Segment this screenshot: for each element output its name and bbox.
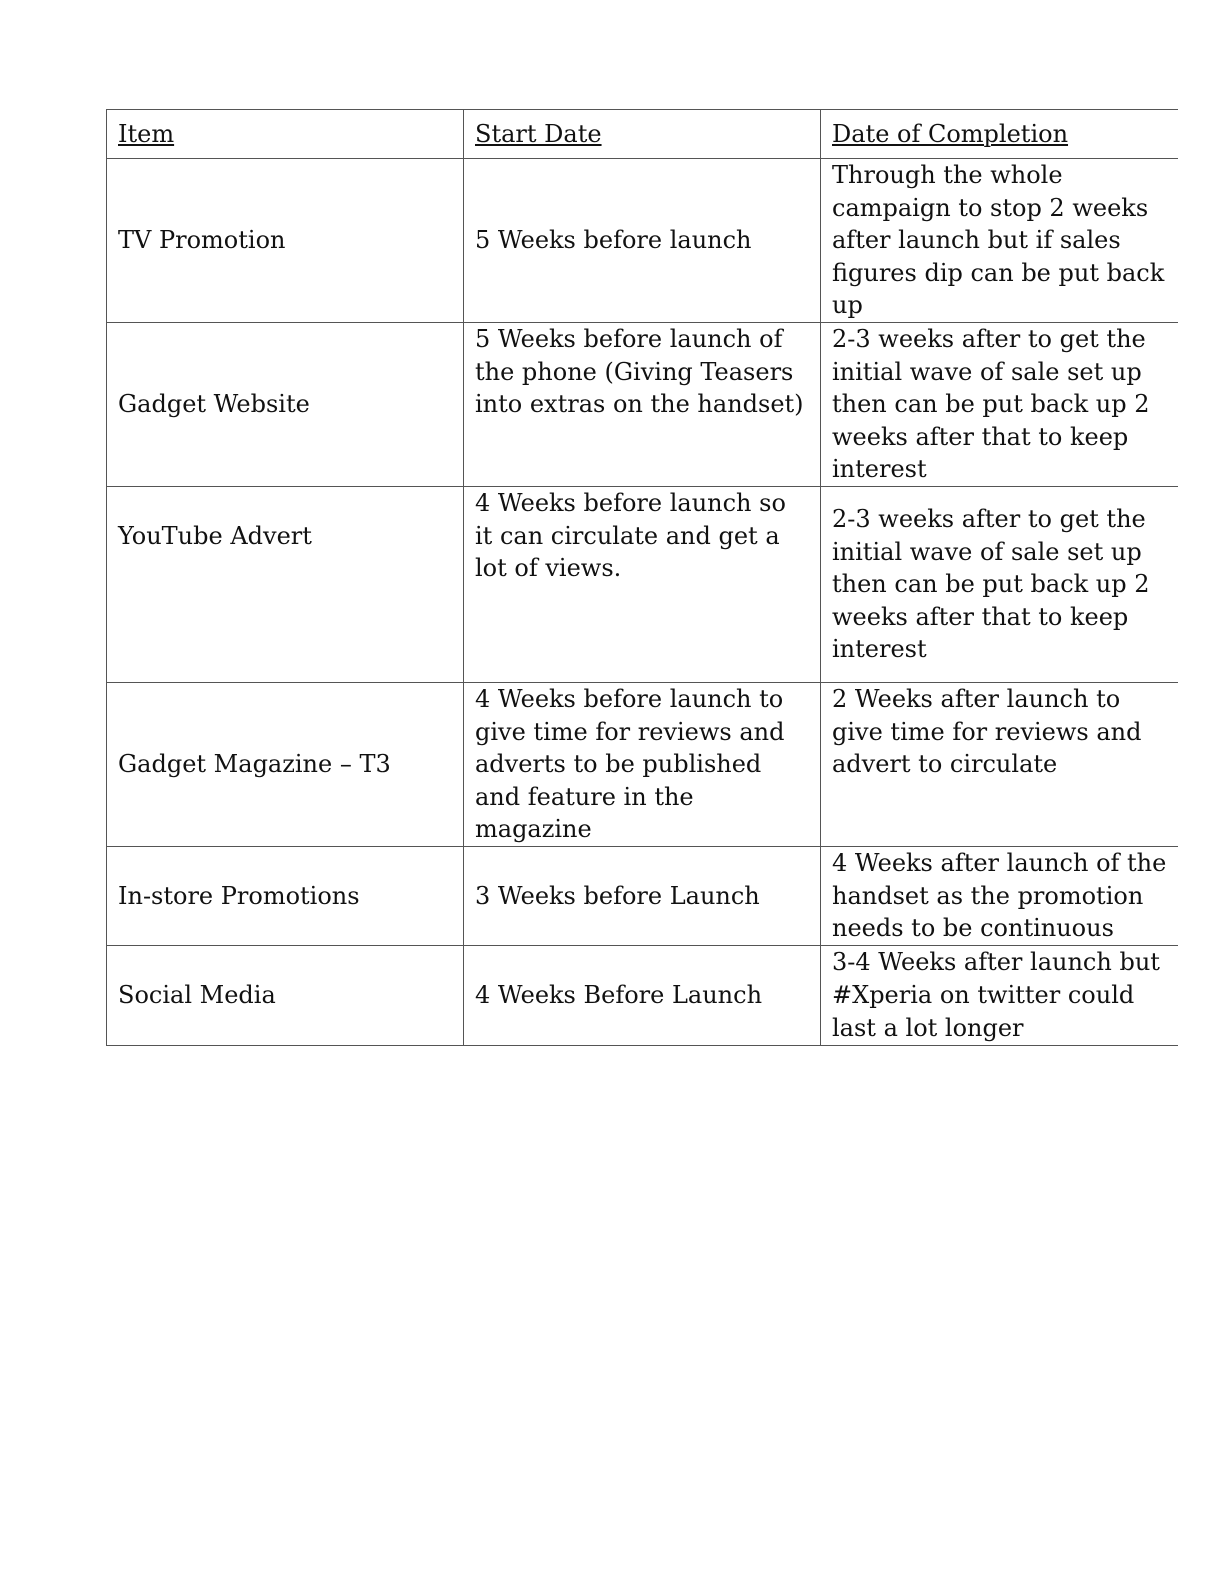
table-row — [107, 945, 1178, 1045]
item-cell: YouTube Advert — [107, 486, 464, 682]
header-date-of-completion: Date of Completion — [821, 110, 1178, 159]
completion-cell: 3-4 Weeks after launch but #Xperia on twitter could last a lot longer — [821, 945, 1178, 1045]
completion-cell: 4 Weeks after launch of the handset as the promotion needs to be continuous — [821, 846, 1178, 945]
table-row — [107, 486, 1178, 682]
item-cell: Gadget Magazine – T3 — [107, 682, 464, 846]
item-cell: In-store Promotions — [107, 846, 464, 945]
table-row — [107, 682, 1178, 846]
table-row — [107, 159, 1178, 323]
promotion-schedule-table — [106, 109, 1178, 1046]
header-item: Item — [107, 110, 464, 159]
start-date-cell: 4 Weeks before launch to give time for reviews and adverts to be published and feature in the magazine — [464, 682, 821, 846]
start-date-cell: 5 Weeks before launch — [464, 159, 821, 323]
item-cell: Gadget Website — [107, 322, 464, 486]
item-cell: Social Media — [107, 945, 464, 1045]
start-date-cell: 4 Weeks before launch so it can circulate and get a lot of views. — [464, 486, 821, 682]
table-row — [107, 322, 1178, 486]
table-header-row — [107, 110, 1178, 159]
item-cell: TV Promotion — [107, 159, 464, 323]
start-date-cell: 4 Weeks Before Launch — [464, 945, 821, 1045]
start-date-cell: 5 Weeks before launch of the phone (Giving Teasers into extras on the handset) — [464, 322, 821, 486]
table-row — [107, 846, 1178, 945]
completion-cell: 2-3 weeks after to get the initial wave of sale set up then can be put back up 2 weeks after that to keep interest — [821, 322, 1178, 486]
header-start-date: Start Date — [464, 110, 821, 159]
start-date-cell: 3 Weeks before Launch — [464, 846, 821, 945]
completion-cell: 2-3 weeks after to get the initial wave of sale set up then can be put back up 2 weeks after that to keep interest — [821, 486, 1178, 682]
completion-cell: Through the whole campaign to stop 2 weeks after launch but if sales figures dip can be put back up — [821, 159, 1178, 323]
completion-cell: 2 Weeks after launch to give time for reviews and advert to circulate — [821, 682, 1178, 846]
